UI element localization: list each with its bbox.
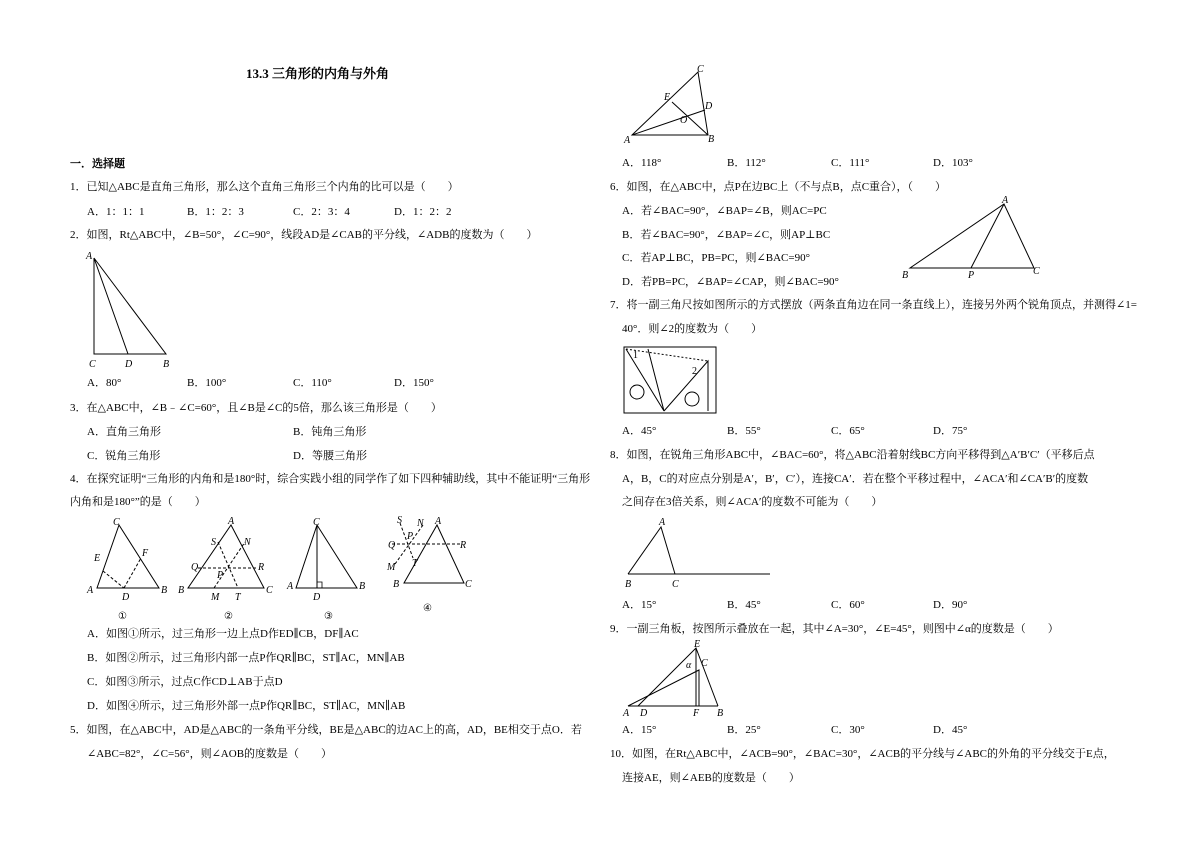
q6-label-c: C — [1033, 266, 1040, 277]
page-title: 13.3 三角形的内角与外角 — [246, 66, 390, 81]
q6-option-b: B．若∠BAC=90°，∠BAP=∠C，则AP⊥BC — [622, 229, 831, 241]
section-heading: 一．选择题 — [70, 158, 125, 170]
q5-label-o: O — [680, 115, 688, 126]
q4-f2-label-a: A — [228, 516, 235, 527]
q4-option-a: A．如图①所示，过三角形一边上点D作ED∥CB，DF∥AC — [87, 628, 359, 640]
q4-figure-4 — [380, 513, 480, 623]
q4-option-c: C．如图③所示，过点C作CD⊥AB于点D — [87, 676, 283, 688]
q2-label-a: A — [86, 251, 93, 262]
q2-option-a: A．80° — [87, 377, 122, 389]
q8-option-c: C．60° — [831, 599, 865, 611]
q4-f4-label-c: C — [465, 579, 472, 590]
q4-figure-2 — [176, 515, 276, 625]
q4-f2-label-q: Q — [191, 562, 199, 573]
q9-option-a: A．15° — [622, 724, 657, 736]
q5-stem-line2: ∠ABC=82°，∠C=56°，则∠AOB的度数是（ ） — [87, 748, 333, 760]
q9-label-f: F — [693, 708, 700, 719]
q4-f4-label-t: T — [412, 558, 418, 569]
q5-label-c: C — [697, 64, 704, 75]
q4-f2-label-b: B — [178, 585, 185, 596]
q10-stem-line2: 连接AE，则∠AEB的度数是（ ） — [622, 772, 800, 784]
q6-option-d: D．若PB=PC，∠BAP=∠CAP，则∠BAC=90° — [622, 276, 839, 288]
q4-f4-number: ④ — [423, 603, 432, 614]
q4-f2-label-p: P — [217, 570, 224, 581]
q8-option-b: B．45° — [727, 599, 761, 611]
q4-f2-label-s: S — [211, 537, 216, 548]
q2-option-b: B．100° — [187, 377, 227, 389]
q5-label-a: A — [624, 135, 631, 146]
q9-figure — [620, 638, 730, 720]
q7-angle-2: 2 — [692, 366, 697, 377]
q7-option-c: C．65° — [831, 425, 865, 437]
q4-f4-label-a: A — [435, 516, 442, 527]
q6-label-b: B — [902, 270, 909, 281]
q6-figure — [898, 192, 1048, 282]
q5-label-d: D — [705, 101, 713, 112]
q5-figure — [620, 60, 730, 150]
q4-stem-line1: 4．在探究证明“三角形的内角和是180°时，综合实践小组的同学作了如下四种辅助线，其中不能证明“三角形 — [70, 473, 591, 485]
q9-label-c: C — [701, 658, 708, 669]
q2-option-d: D．150° — [394, 377, 434, 389]
q6-option-c: C．若AP⊥BC，PB=PC，则∠BAC=90° — [622, 252, 810, 264]
q9-stem: 9．一副三角板，按图所示叠放在一起，其中∠A=30°，∠E=45°，则图中∠α的度数是（ ） — [610, 623, 1059, 635]
q4-f1-number: ① — [118, 611, 127, 622]
q7-angle-1: 1 — [633, 350, 638, 361]
q4-f4-label-b: B — [393, 579, 400, 590]
q4-f3-label-a: A — [287, 581, 294, 592]
q8-figure — [620, 513, 780, 593]
q2-label-d: D — [125, 359, 133, 370]
q4-f2-label-t: T — [235, 592, 241, 603]
q7-figure — [620, 343, 720, 418]
q7-option-b: B．55° — [727, 425, 761, 437]
q3-stem: 3．在△ABC中，∠B﹣∠C=60°，且∠B是∠C的5倍，那么该三角形是（ ） — [70, 402, 442, 414]
q5-label-b: B — [708, 134, 715, 145]
q4-f4-label-q: Q — [388, 540, 396, 551]
q4-f4-label-m: M — [387, 562, 396, 573]
q8-stem-line2: A，B，C的对应点分别是A′，B′，C′），连接CA′．若在整个平移过程中，∠ACA′和∠CA′B′的度数 — [622, 473, 1089, 485]
q4-f4-label-n: N — [417, 518, 424, 529]
q6-option-a: A．若∠BAC=90°，∠BAP=∠B，则AC=PC — [622, 205, 827, 217]
q9-label-e: E — [694, 639, 701, 650]
q4-f2-label-c: C — [266, 585, 273, 596]
q3-option-c: C．锐角三角形 — [87, 450, 161, 462]
q8-label-a: A — [659, 517, 666, 528]
q4-f4-label-p: P — [407, 531, 414, 542]
q7-option-d: D．75° — [933, 425, 968, 437]
q8-option-a: A．15° — [622, 599, 657, 611]
q1-option-a: A．1：1：1 — [87, 206, 145, 218]
q4-f3-number: ③ — [324, 611, 333, 622]
q8-label-b: B — [625, 579, 632, 590]
q4-f1-label-c: C — [113, 517, 120, 528]
q4-f3-label-b: B — [359, 581, 366, 592]
q7-stem-line1: 7．将一副三角尺按如图所示的方式摆放（两条直角边在同一条直线上），连接另外两个锐角顶点，并测得∠1= — [610, 299, 1137, 311]
q3-option-a: A．直角三角形 — [87, 426, 161, 438]
q8-stem-line3: 之间存在3倍关系，则∠ACA′的度数不可能为（ ） — [622, 496, 883, 508]
q4-option-b: B．如图②所示，过三角形内部一点P作QR∥BC，ST∥AC，MN∥AB — [87, 652, 405, 664]
q4-f2-label-m: M — [211, 592, 220, 603]
q9-option-d: D．45° — [933, 724, 968, 736]
q2-label-b: B — [163, 359, 170, 370]
q4-f3-label-c: C — [313, 517, 320, 528]
q3-option-b: B．钝角三角形 — [293, 426, 367, 438]
q6-stem: 6．如图，在△ABC中，点P在边BC上（不与点B，点C重合），（ ） — [610, 181, 947, 193]
q8-stem-line1: 8．如图，在锐角三角形ABC中，∠BAC=60°，将△ABC沿着射线BC方向平移得到△A′B′C′（平移后点 — [610, 449, 1095, 461]
q1-option-d: D．1：2：2 — [394, 206, 452, 218]
q4-f1-label-f: F — [142, 548, 149, 559]
q4-f3-label-d: D — [313, 592, 321, 603]
q10-stem-line1: 10．如图，在Rt△ABC中，∠ACB=90°，∠BAC=30°，∠ACB的平分线与∠ABC的外角的平分线交于E点， — [610, 748, 1115, 760]
q6-label-p: P — [968, 270, 975, 281]
q2-option-c: C．110° — [293, 377, 332, 389]
q6-label-a: A — [1002, 195, 1009, 206]
q5-stem-line1: 5．如图，在△ABC中，AD是△ABC的一条角平分线，BE是△ABC的边AC上的高，AD，BE相交于点O．若 — [70, 724, 582, 736]
q4-figure-1 — [86, 515, 166, 625]
q1-stem: 1．已知△ABC是直角三角形，那么这个直角三角形三个内角的比可以是（ ） — [70, 181, 459, 193]
q3-option-d: D．等腰三角形 — [293, 450, 367, 462]
q4-option-d: D．如图④所示，过三角形外部一点P作QR∥BC，ST∥AC，MN∥AB — [87, 700, 406, 712]
q4-f1-label-b: B — [161, 585, 168, 596]
q4-f4-label-r: R — [460, 540, 467, 551]
q5-option-a: A．118° — [622, 157, 662, 169]
q7-stem-line2: 40°．则∠2的度数为（ ） — [622, 323, 763, 335]
q4-f4-label-s: S — [397, 515, 402, 526]
q9-label-b: B — [717, 708, 724, 719]
q9-label-a: A — [623, 708, 630, 719]
q4-f1-label-d: D — [122, 592, 130, 603]
q4-f1-label-e: E — [94, 553, 101, 564]
q5-option-c: C．111° — [831, 157, 870, 169]
q4-stem-line2: 内角和是180°”的是（ ） — [70, 496, 206, 508]
q8-label-c: C — [672, 579, 679, 590]
q9-label-alpha: α — [686, 660, 692, 671]
q9-option-c: C．30° — [831, 724, 865, 736]
q1-option-b: B．1：2：3 — [187, 206, 244, 218]
q5-option-b: B．112° — [727, 157, 766, 169]
q5-option-d: D．103° — [933, 157, 973, 169]
q7-option-a: A．45° — [622, 425, 657, 437]
q4-f2-label-r: R — [258, 562, 265, 573]
q4-figure-3 — [284, 515, 364, 625]
q4-f1-label-a: A — [87, 585, 94, 596]
q4-f2-number: ② — [224, 611, 233, 622]
q9-option-b: B．25° — [727, 724, 761, 736]
q2-figure — [80, 250, 180, 372]
q2-label-c: C — [89, 359, 96, 370]
q5-label-e: E — [664, 92, 671, 103]
q9-label-d: D — [640, 708, 648, 719]
q4-f2-label-n: N — [244, 537, 251, 548]
q2-stem: 2．如图，Rt△ABC中，∠B=50°，∠C=90°，线段AD是∠CAB的平分线，∠ADB的度数为（ ） — [70, 229, 538, 241]
q8-option-d: D．90° — [933, 599, 968, 611]
q1-option-c: C．2：3：4 — [293, 206, 350, 218]
